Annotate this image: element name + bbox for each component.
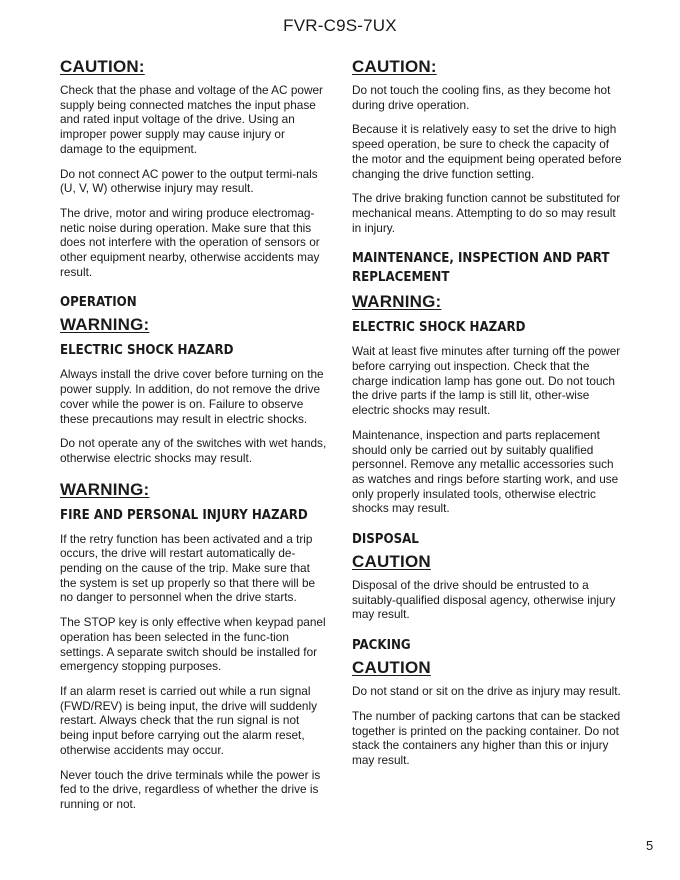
maintenance-heading: MAINTENANCE, INSPECTION AND PART REPLACEMENT	[352, 251, 610, 286]
fire-paragraph: The STOP key is only effective when keypad panel operation has been selected in the func-tion settings. A separate switch should be installed for emergency stopping purposes.	[60, 615, 326, 674]
shock-paragraph: Maintenance, inspection and parts replacement should only be carried out by suitably qualified personnel. Remove any metallic accessories such as watches and rings before starting work, and use only properly insulated tools, otherwise electric shocks may result.	[352, 427, 619, 516]
shock-paragraph: Always install the drive cover before turning on the power supply. In addition, do not remove the drive cover while the power is on. Failure to observe these precautions may result in electric shocks.	[60, 367, 324, 426]
disposal-heading: DISPOSAL	[352, 532, 419, 548]
disposal-paragraph: Disposal of the drive should be entrusted to a suitably-qualified disposal agency, otherwise injury may result.	[352, 578, 616, 622]
page-number: 5	[646, 838, 654, 853]
caution-paragraph: Because it is relatively easy to set the drive to high speed operation, be sure to check the capacity of the motor and the equipment being operated before changing the drive function setting.	[352, 122, 622, 181]
caution-heading: CAUTION:	[352, 57, 437, 76]
packing-paragraph: The number of packing cartons that can be stacked together is printed on the packing container. Do not stack the containers any higher than this or injury may result.	[352, 708, 621, 767]
warning-heading: WARNING:	[60, 315, 150, 335]
warning-heading: WARNING:	[352, 292, 442, 312]
caution-paragraph: The drive, motor and wiring produce electromag-netic noise during operation. Make sure that this does not interfere with the operation of sensors or other equipment nearby, otherwise accidents may result.	[60, 205, 320, 279]
right-column	[352, 57, 622, 778]
shock-paragraph: Wait at least five minutes after turning off the power before carrying out inspection. Check that the charge indication lamp has gone out. Do not touch the drive parts if the lamp is still lit, other-wise electric shocks may result.	[352, 344, 621, 418]
fire-paragraph: If an alarm reset is carried out while a run signal (FWD/REV) is being input, the drive will suddenly restart. Always check that the run signal is not being input before carrying out the alarm reset, otherwise accidents may occur.	[60, 683, 318, 757]
caution-paragraph: Do not connect AC power to the output termi-nals (U, V, W) otherwise injury may result.	[60, 166, 318, 196]
page-header-title: FVR-C9S-7UX	[283, 16, 397, 35]
packing-heading: PACKING	[352, 638, 411, 654]
caution-paragraph: Check that the phase and voltage of the AC power supply being connected matches the input phase and rated input voltage of the drive. Using an improper power supply may cause injury or damage to the equipment.	[60, 83, 323, 156]
electric-shock-heading: ELECTRIC SHOCK HAZARD	[60, 343, 234, 359]
fire-paragraph: Never touch the drive terminals while the power is fed to the drive, regardless of whether the drive is running or not.	[60, 767, 321, 811]
packing-paragraph: Do not stand or sit on the drive as injury may result.	[352, 684, 621, 699]
caution-paragraph: Do not touch the cooling fins, as they become hot during drive operation.	[352, 83, 611, 112]
electric-shock-heading: ELECTRIC SHOCK HAZARD	[352, 320, 526, 336]
caution-heading: CAUTION	[352, 658, 431, 678]
fire-paragraph: If the retry function has been activated and a trip occurs, the drive will restart automatically de-pending on the cause of the trip. Make sure that the system is set up properly so that there will be no danger to personnel when the drive starts.	[60, 531, 316, 605]
caution-heading: CAUTION:	[60, 57, 145, 76]
warning-heading: WARNING:	[60, 479, 150, 499]
caution-paragraph: The drive braking function cannot be substituted for mechanical means. Attempting to do so may result in injury.	[352, 191, 621, 235]
operation-heading: OPERATION	[60, 295, 137, 311]
caution-heading: CAUTION	[352, 552, 431, 572]
left-column	[60, 57, 328, 822]
fire-hazard-heading: FIRE AND PERSONAL INJURY HAZARD	[60, 507, 308, 523]
shock-paragraph: Do not operate any of the switches with wet hands, otherwise electric shocks may result.	[60, 436, 327, 465]
